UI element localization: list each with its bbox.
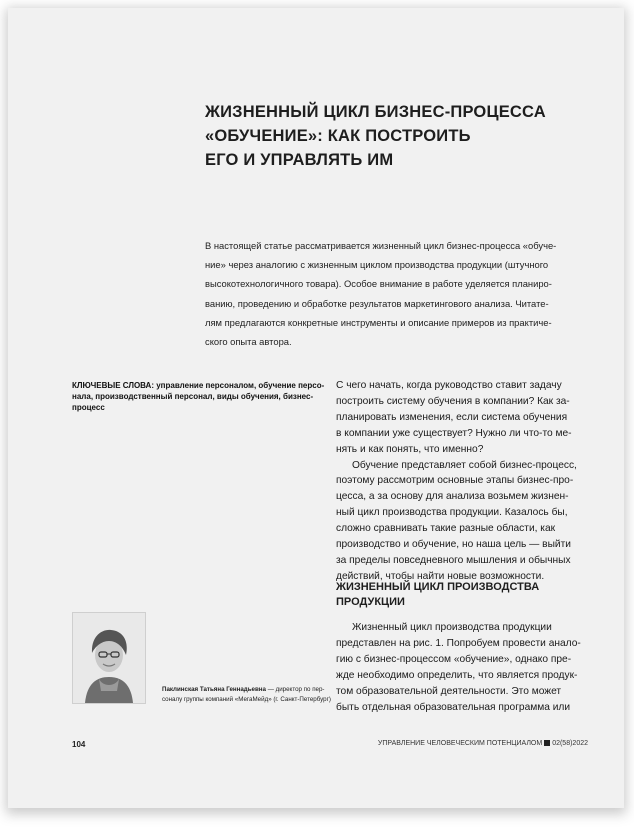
- body-line: производство и обучение, но наша цель — выйти: [336, 539, 571, 551]
- body-line: в компании уже существует? Нужно ли что-то ме-: [336, 427, 572, 439]
- body-line: быть отдельная образовательная программа или: [336, 701, 571, 713]
- body-line: цесса, а за основу для анализа возьмем жизнен-: [336, 491, 569, 503]
- title-line: ЖИЗНЕННЫЙ ЦИКЛ БИЗНЕС-ПРОЦЕССА: [205, 103, 546, 121]
- author-line: соналу группы компаний «МегаМейд» (г. Санкт-Петербург): [162, 696, 331, 703]
- body-line: С чего начать, когда руководство ставит задачу: [336, 380, 562, 391]
- author-photo: [72, 612, 146, 704]
- keywords-line: нала, производственный персонал, виды обучения, бизнес-: [72, 392, 314, 401]
- body-text-intro: [336, 378, 586, 585]
- body-line: планировать изменения, если система обучения: [336, 411, 568, 423]
- keywords-line: процесс: [72, 403, 105, 412]
- body-line: за пределы повседневного мышления и обычных: [336, 554, 571, 566]
- journal-name: УПРАВЛЕНИЕ ЧЕЛОВЕЧЕСКИМ ПОТЕНЦИАЛОМ: [377, 740, 543, 747]
- body-line: ный цикл производства продукции. Казалось бы,: [336, 507, 568, 519]
- body-line: действий, чтобы найти новые возможности.: [336, 570, 545, 582]
- body-line: построить систему обучения в компании? Как за-: [336, 395, 570, 407]
- body-line: Обучение представляет собой бизнес-процесс,: [352, 459, 577, 471]
- title-line: «ОБУЧЕНИЕ»: КАК ПОСТРОИТЬ: [205, 127, 471, 145]
- section-heading: [336, 580, 586, 610]
- body-line: поэтому рассмотрим основные этапы бизнес-про-: [336, 475, 574, 487]
- author-caption: [162, 685, 332, 705]
- keywords-line: КЛЮЧЕВЫЕ СЛОВА: управление персоналом, обучение персо-: [72, 381, 325, 390]
- journal-issue: 02(58)2022: [552, 740, 588, 747]
- author-name: Паклинская Татьяна Геннадьевна: [162, 686, 266, 693]
- heading-line: ПРОДУКЦИИ: [336, 596, 405, 608]
- body-line: Жизненный цикл производства продукции: [352, 622, 552, 633]
- abstract-line: лям предлагаются конкретные инструменты и описание примеров из практиче-: [205, 316, 552, 328]
- square-icon: [544, 740, 550, 746]
- abstract-line: высокотехнологичного товара). Особое внимание в работе уделяется планиро-: [205, 278, 552, 290]
- keywords: [72, 380, 325, 413]
- abstract: [205, 236, 590, 351]
- body-line: жде необходимо определить, что является продук-: [336, 669, 578, 681]
- body-line: сложно сравнивать такие разные области, как: [336, 523, 556, 535]
- abstract-line: ние» через аналогию с жизненным циклом производства продукции (штучного: [205, 259, 549, 271]
- title-line: ЕГО И УПРАВЛЯТЬ ИМ: [205, 151, 394, 169]
- author-role: — директор по пер-: [265, 686, 325, 693]
- article-title: [205, 100, 585, 172]
- author-line: [162, 685, 332, 695]
- body-line: представлен на рис. 1. Попробуем провести анало-: [336, 637, 581, 649]
- page-number: 104: [72, 740, 86, 749]
- body-line: гию с бизнес-процессом «обучение», однако пре-: [336, 653, 572, 665]
- body-line: нять и как понять, что именно?: [336, 443, 484, 455]
- body-line: том образовательной деятельности. Это может: [336, 685, 562, 697]
- abstract-line: ванию, проведению и обработке результатов маркетингового анализа. Читате-: [205, 297, 549, 309]
- abstract-line: ского опыта автора.: [205, 336, 292, 348]
- journal-footer: [378, 740, 588, 747]
- abstract-line: В настоящей статье рассматривается жизненный цикл бизнес-процесса «обуче-: [205, 240, 557, 251]
- heading-line: ЖИЗНЕННЫЙ ЦИКЛ ПРОИЗВОДСТВА: [336, 581, 540, 593]
- body-text-section: [336, 620, 586, 715]
